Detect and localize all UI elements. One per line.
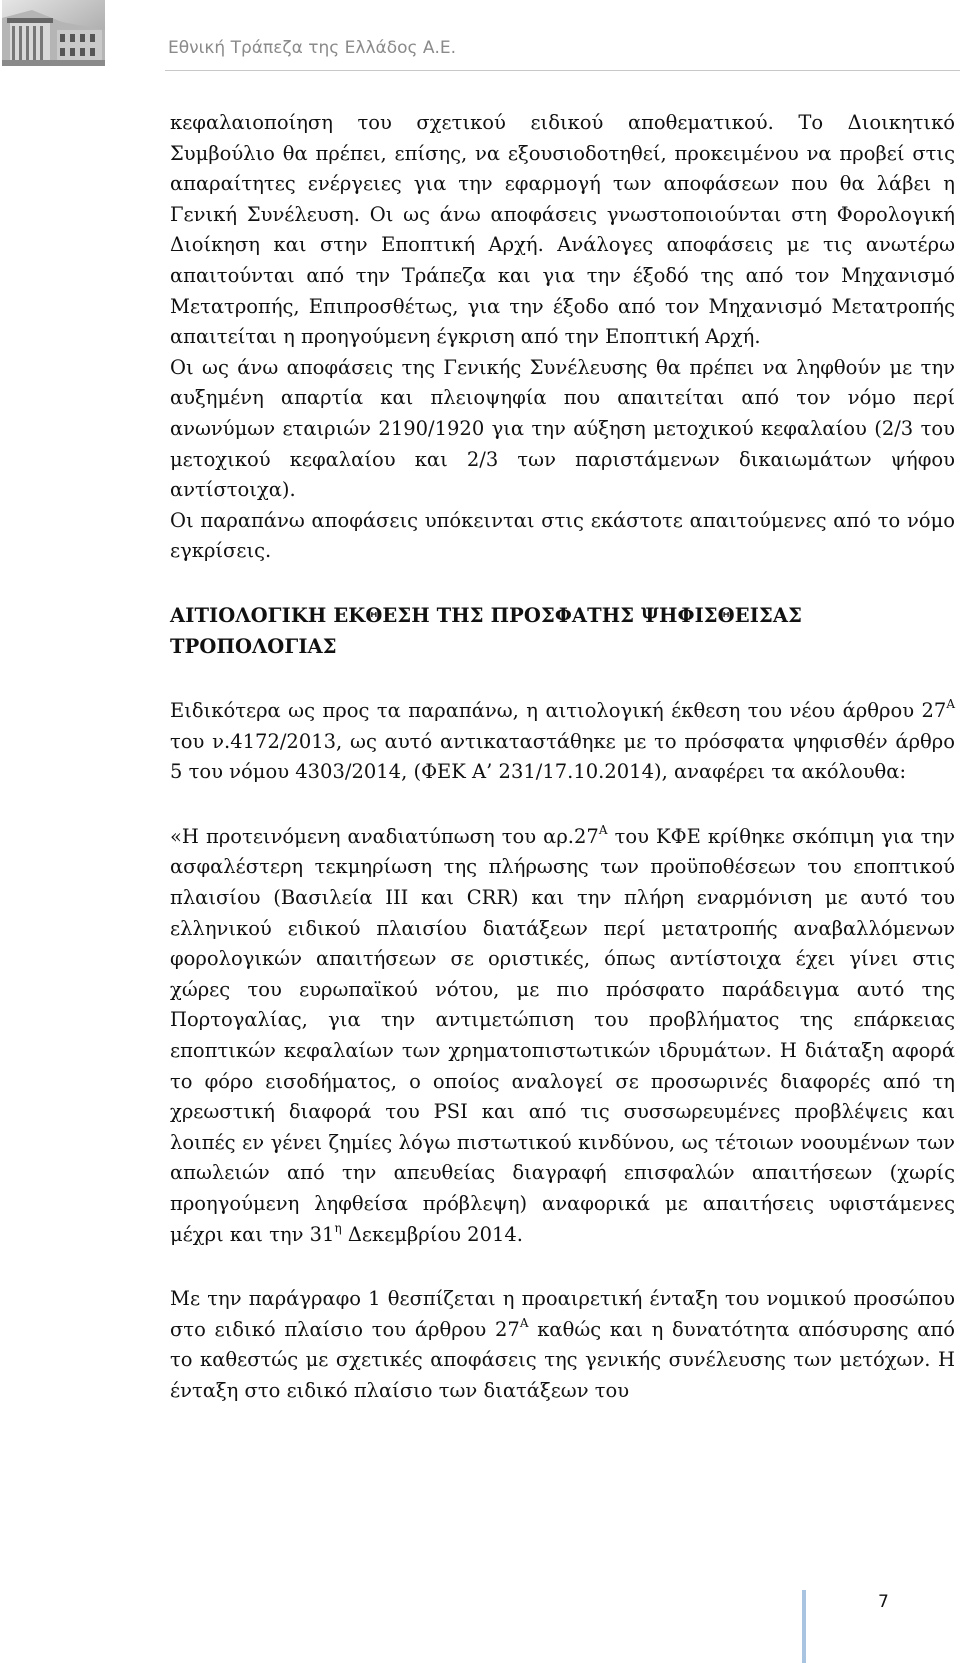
section-heading-line-2: ΤΡΟΠΟΛΟΓΙΑΣ [170, 634, 337, 658]
quote-text-3: Δεκεμβρίου 2014. [341, 1222, 523, 1246]
article-superscript: Α [946, 697, 955, 712]
ordinal-superscript: η [334, 1220, 342, 1235]
final-paragraph [170, 1284, 955, 1406]
quote-text-1: «Η προτεινόμενη αναδιατύπωση του αρ.27 [170, 824, 599, 848]
final-text-2: καθώς και η δυνατότητα απόσυρσης από το καθεστώς με σχετικές αποφάσεις της γενικής συνέλευσης των μετόχων. Η ένταξη στο ειδικό πλαίσιο των διατάξεων του [170, 1317, 955, 1402]
intro-paragraph [170, 696, 955, 788]
intro-text-1: Ειδικότερα ως προς τα παραπάνω, η αιτιολογική έκθεση του νέου άρθρου 27 [170, 699, 947, 723]
body-paragraph: κεφαλαιοποίηση του σχετικού ειδικού αποθεματικού. Το Διοικητικό Συμβούλιο θα πρέπει, επίσης, να εξουσιοδοτηθεί, προκειμένου να προβεί στις απαραίτητες ενέργειες για την εφαρμογή των αποφάσεων που θα λάβει η Γενική Συνέλευση. Οι ως άνω αποφάσεις γνωστοποιούνται στη Φορολογική Διοίκηση και στην Εποπτική Αρχή. Ανάλογες αποφάσεις με τις ανωτέρω απαιτούνται από την Τράπεζα και για την έξοδό της από τον Μηχανισμό Μετατροπής, Επιπροσθέτως, για την έξοδο από τον Μηχανισμό Μετατροπής απαιτείται η προηγούμενη έγκριση από την Εποπτική Αρχή. [170, 111, 955, 349]
page-number: 7 [878, 1592, 889, 1612]
body-paragraph: Οι ως άνω αποφάσεις της Γενικής Συνέλευσης θα πρέπει να ληφθούν με την αυξημένη απαρτία και πλειοψηφία που απαιτείται από τον νόμο περί ανωνύμων εταιριών 2190/1920 για την αύξηση μετοχικού κεφαλαίου (2/3 του μετοχικού κεφαλαίου και 2/3 των παριστάμενων δικαιωμάτων ψήφου αντίστοιχα). [170, 355, 955, 502]
intro-text-2: του ν.4172/2013, ως αυτό αντικαταστάθηκε με το πρόσφατα ψηφισθέν άρθρο 5 του νόμου 4303/2014, (ΦΕΚ Α’ 231/17.10.2014), αναφέρει τα ακόλουθα: [170, 729, 955, 784]
final-text-1: Με την παράγραφο 1 θεσπίζεται η προαιρετική ένταξη του νομικού προσώπου στο ειδικό πλαίσιο του άρθρου 27 [170, 1287, 955, 1341]
quote-text-2: του ΚΦΕ κρίθηκε σκόπιμη για την ασφαλέστερη τεκμηρίωση της πλήρωσης των προϋποθέσεων του εποπτικού πλαισίου (Βασιλεία ΙΙΙ και CRR) και την πλήρη εναρμόνιση με αυτό του ελληνικού ειδικού πλαισίου διατάξεων περί μετατροπής αναβαλλόμενων φορολογικών απαιτήσεων σε οριστικές, όπως αντίστοιχα έχει γίνει στις χώρες του ευρωπαϊκού νότου, με πιο πρόσφατο παράδειγμα αυτό της Πορτογαλίας, για την αντιμετώπιση του προβλήματος της επάρκειας εποπτικών κεφαλαίων των χρηματοπιστωτικών ιδρυμάτων. Η διάταξη αφορά το φόρο εισοδήματος, ο οποίος αναλογεί σε προσωρινές διαφορές από τη χρεωστική διαφορά του PSI και από τις συσσωρευμένες προβλέψεις και λοιπές εν γένει ζημίες λόγω πιστωτικού κινδύνου, ως τέτοιων νοουμένων των απωλειών από την απευθείας διαγραφή επισφαλών απαιτήσεων (χωρίς προηγούμενη ληφθείσα πρόβλεψη) αναφορικά με απαιτήσεις υφιστάμενες μέχρι και την 31 [170, 824, 955, 1246]
page-header [0, 0, 960, 70]
footer-accent-bar [802, 1590, 806, 1663]
header-divider [165, 70, 960, 71]
bank-building-logo [2, 0, 105, 66]
section-heading-line-1: ΑΙΤΙΟΛΟΓΙΚΗ ΕΚΘΕΣΗ ΤΗΣ ΠΡΟΣΦΑΤΗΣ ΨΗΦΙΣΘΕΙΣΑΣ [170, 603, 802, 627]
article-superscript: Α [519, 1315, 529, 1330]
article-superscript: Α [598, 822, 608, 837]
quote-paragraph [170, 822, 955, 1250]
document-body [170, 108, 955, 1407]
header-bank-name: Εθνική Τράπεζα της Ελλάδος Α.Ε. [168, 38, 457, 58]
body-paragraph: Οι παραπάνω αποφάσεις υπόκεινται στις εκάστοτε απαιτούμενες από το νόμο εγκρίσεις. [170, 508, 955, 563]
